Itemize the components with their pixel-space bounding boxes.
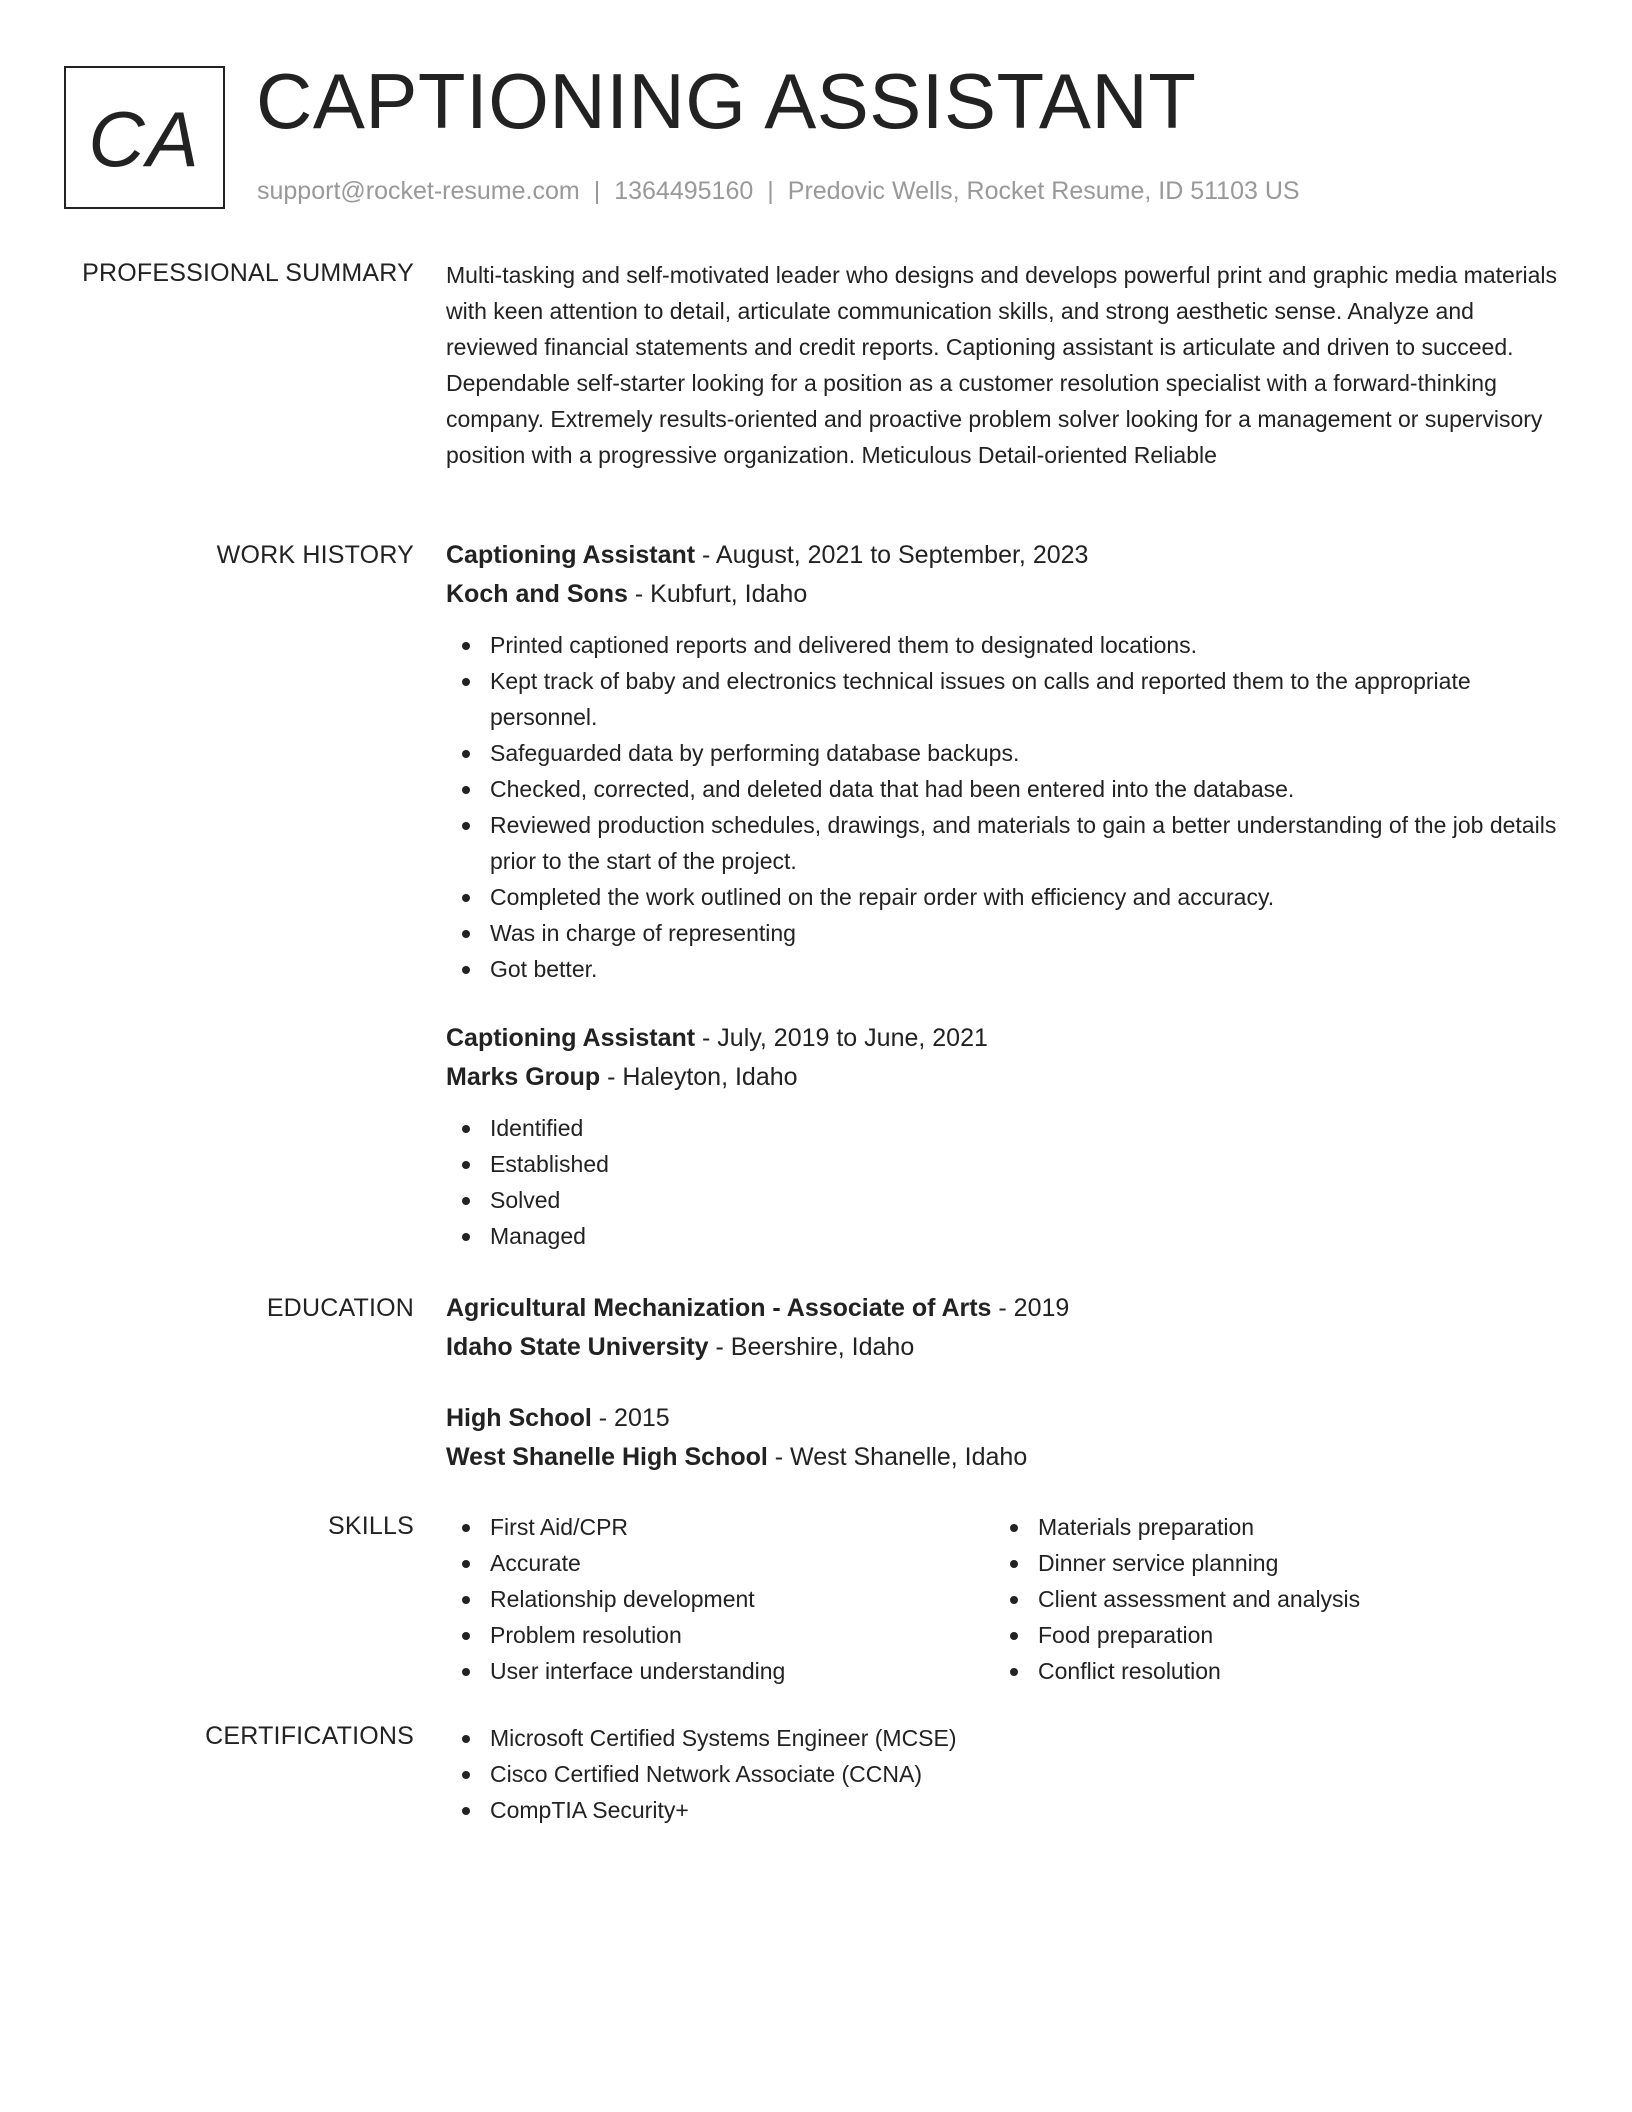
education-year: - 2015 xyxy=(591,1404,670,1432)
education-school: Idaho State University xyxy=(446,1333,709,1361)
job-bullet: Identified xyxy=(446,1110,1566,1146)
job-role: Captioning Assistant xyxy=(446,1024,696,1052)
job-bullet: Got better. xyxy=(446,951,1566,987)
contact-phone[interactable]: 1364495160 xyxy=(614,177,754,205)
skill-item: Food preparation xyxy=(994,1617,1542,1653)
education-degree: Agricultural Mechanization - Associate of Arts xyxy=(446,1294,992,1322)
certification-item: Cisco Certified Network Associate (CCNA) xyxy=(446,1756,1566,1792)
education-entry xyxy=(446,1289,1566,1367)
section-title-work-history: WORK HISTORY xyxy=(216,541,414,569)
job-dates: - August, 2021 to September, 2023 xyxy=(695,541,1089,569)
skill-item: Accurate xyxy=(446,1545,994,1581)
job-company: Marks Group xyxy=(446,1063,601,1091)
job-entry xyxy=(446,1019,1566,1254)
education-degree-line xyxy=(446,1289,1566,1328)
job-title-line xyxy=(446,536,1566,575)
education-school-line xyxy=(446,1328,1566,1367)
job-bullet: Completed the work outlined on the repair order with efficiency and accuracy. xyxy=(446,879,1566,915)
job-bullet: Printed captioned reports and delivered them to designated locations. xyxy=(446,627,1566,663)
job-bullet: Solved xyxy=(446,1182,1566,1218)
education-school-line xyxy=(446,1438,1566,1477)
contact-separator: | xyxy=(593,177,601,205)
job-bullet: Managed xyxy=(446,1218,1566,1254)
certification-item: CompTIA Security+ xyxy=(446,1792,1566,1828)
skill-item: First Aid/CPR xyxy=(446,1509,994,1545)
job-bullet: Was in charge of representing xyxy=(446,915,1566,951)
education-degree-line xyxy=(446,1399,1566,1438)
job-company: Koch and Sons xyxy=(446,580,628,608)
job-company-line xyxy=(446,575,1566,614)
education-year: - 2019 xyxy=(991,1294,1070,1322)
section-title-education: EDUCATION xyxy=(266,1294,414,1322)
job-role: Captioning Assistant xyxy=(446,541,696,569)
summary-text: Multi-tasking and self-motivated leader who designs and develops powerful print and graphic media materials with keen attention to detail, articulate communication skills, and strong aesthetic sense. Analyze and reviewed financial statements and credit reports. Captioning assistant is articulate and driven to succeed. Dependable self-starter looking for a position as a customer resolution specialist with a forward-thinking company. Extremely results-oriented and proactive problem solver looking for a management or supervisory position with a progressive organization. Meticulous Detail-oriented Reliable xyxy=(446,262,1557,468)
skill-item: Materials preparation xyxy=(994,1509,1542,1545)
certification-item: Microsoft Certified Systems Engineer (MCSE) xyxy=(446,1720,1566,1756)
resume-name: CAPTIONING ASSISTANT xyxy=(256,57,1197,145)
section-title-certifications: CERTIFICATIONS xyxy=(205,1722,414,1750)
job-bullet: Established xyxy=(446,1146,1566,1182)
skill-item: Dinner service planning xyxy=(994,1545,1542,1581)
contact-address: Predovic Wells, Rocket Resume, ID 51103 US xyxy=(787,177,1300,205)
contact-line xyxy=(257,175,1300,207)
skills-list-right xyxy=(994,1509,1542,1689)
monogram-initials: CA xyxy=(88,95,201,183)
skills-list-left xyxy=(446,1509,994,1689)
job-bullet: Safeguarded data by performing database backups. xyxy=(446,735,1566,771)
job-company-line xyxy=(446,1058,1566,1097)
skill-item: User interface understanding xyxy=(446,1653,994,1689)
job-dates: - July, 2019 to June, 2021 xyxy=(695,1024,988,1052)
section-title-skills: SKILLS xyxy=(328,1512,414,1540)
education-school: West Shanelle High School xyxy=(446,1443,768,1471)
section-title-summary: PROFESSIONAL SUMMARY xyxy=(82,259,414,287)
skill-item: Conflict resolution xyxy=(994,1653,1542,1689)
job-bullet: Kept track of baby and electronics technical issues on calls and reported them to the appropriate personnel. xyxy=(446,663,1566,735)
contact-email[interactable]: support@rocket-resume.com xyxy=(257,177,580,205)
job-location: - Haleyton, Idaho xyxy=(600,1063,798,1091)
education-location: - West Shanelle, Idaho xyxy=(767,1443,1028,1471)
job-entry xyxy=(446,536,1566,987)
contact-separator: | xyxy=(767,177,774,205)
skill-item: Problem resolution xyxy=(446,1617,994,1653)
certifications-list xyxy=(446,1720,1566,1828)
monogram-box xyxy=(64,66,225,209)
education-entry xyxy=(446,1399,1566,1477)
skill-item: Relationship development xyxy=(446,1581,994,1617)
job-bullets xyxy=(446,627,1566,987)
job-bullet: Checked, corrected, and deleted data that had been entered into the database. xyxy=(446,771,1566,807)
job-location: - Kubfurt, Idaho xyxy=(627,580,808,608)
education-location: - Beershire, Idaho xyxy=(708,1333,915,1361)
skill-item: Client assessment and analysis xyxy=(994,1581,1542,1617)
job-title-line xyxy=(446,1019,1566,1058)
education-degree: High School xyxy=(446,1404,592,1432)
job-bullets xyxy=(446,1110,1566,1254)
job-bullet: Reviewed production schedules, drawings, and materials to gain a better understanding of the job details prior to the start of the project. xyxy=(446,807,1566,879)
